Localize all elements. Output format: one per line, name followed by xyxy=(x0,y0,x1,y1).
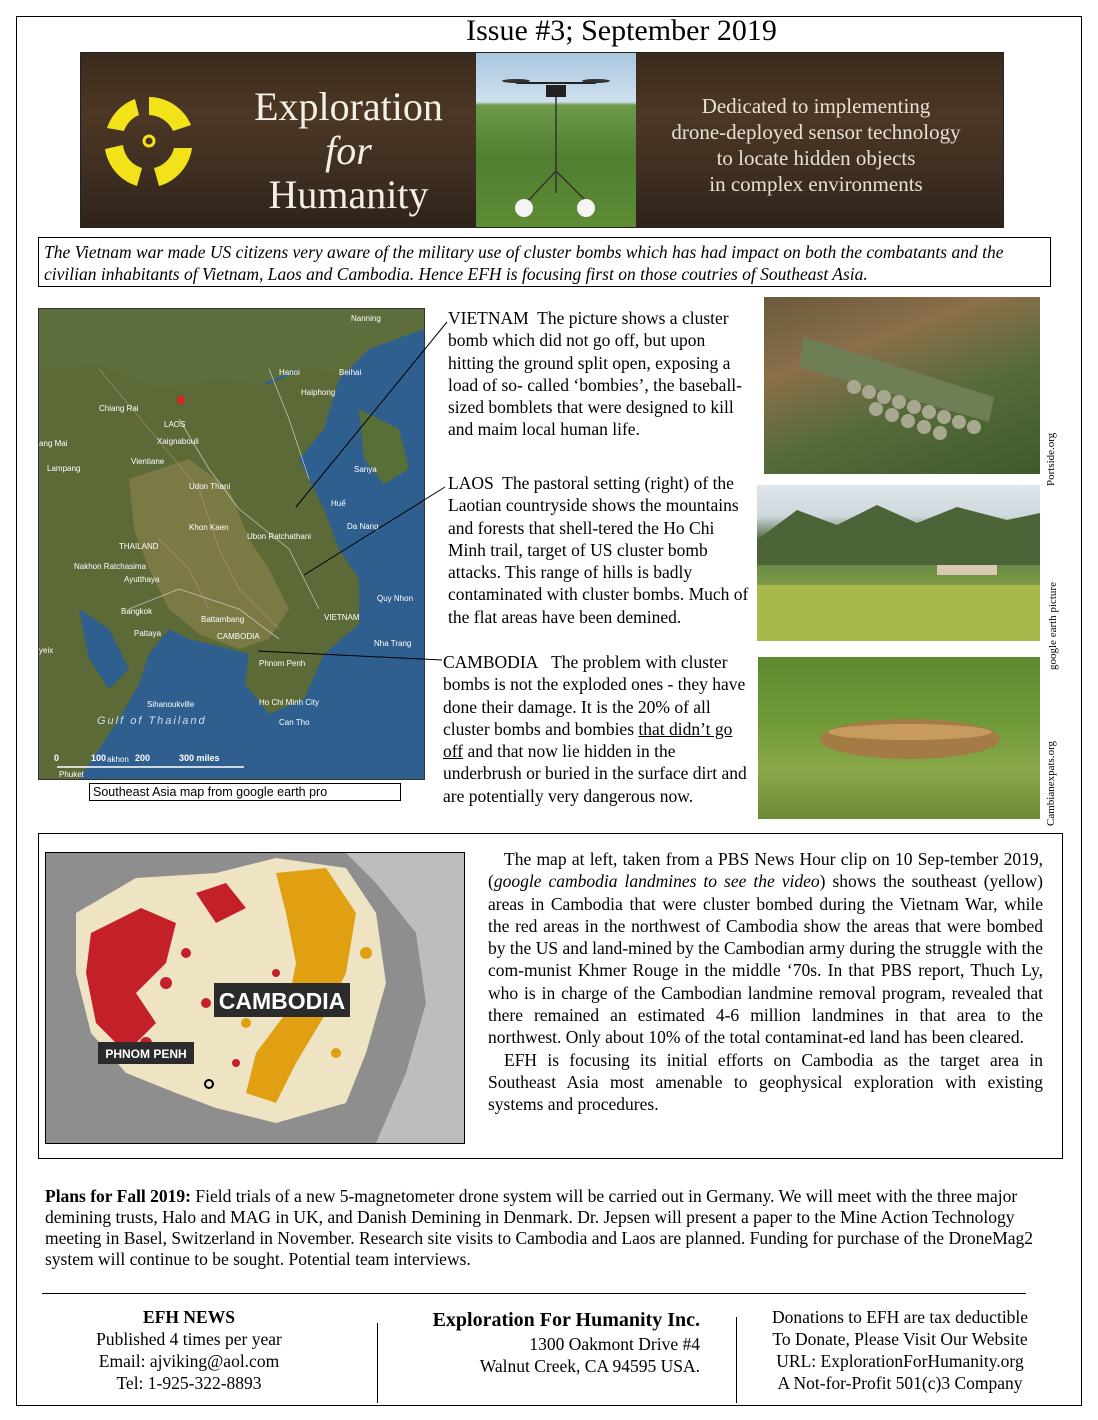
map-label: VIETNAM xyxy=(324,613,360,622)
map-label: Can Tho xyxy=(279,718,310,727)
footer-divider xyxy=(377,1323,378,1403)
map-label: Da Nang xyxy=(347,522,379,531)
map-label: Hanoi xyxy=(279,368,300,377)
footer-line: To Donate, Please Visit Our Website xyxy=(772,1329,1028,1349)
map-label: Battambang xyxy=(201,615,245,624)
plans-label: Plans for Fall 2019: xyxy=(45,1186,191,1206)
pbs-paragraph-2: EFH is focusing its initial efforts on Cambodia as the target area in Southeast Asia most amenable to geophysical exploration with existing systems and procedures. xyxy=(488,1049,1043,1115)
map-label: ang Mai xyxy=(39,439,68,448)
cluster-bomb-photo xyxy=(764,297,1040,474)
pbs-italic: google cambodia landmines to see the video xyxy=(493,871,820,892)
photo-credit: Cambianexpats.org xyxy=(1045,740,1057,826)
map-label: Udon Thani xyxy=(189,482,231,491)
footer-news-title: EFH NEWS xyxy=(143,1307,235,1327)
map-label: Khon Kaen xyxy=(189,523,229,532)
map-label: Ubon Ratchathani xyxy=(247,532,312,541)
tagline-line: in complex environments xyxy=(709,172,923,196)
map-label: Nakhon Ratchasima xyxy=(74,562,147,571)
map-scale-label: 300 miles xyxy=(179,753,220,763)
cambodia-text xyxy=(443,651,753,807)
footer-left xyxy=(64,1306,314,1394)
banner-title-line1: Exploration xyxy=(254,84,443,129)
footer-url: URL: ExplorationForHumanity.org xyxy=(776,1351,1024,1371)
vietnam-body: The picture shows a cluster bomb which did not go off, but upon hitting the ground split open, exposing a load of so- called ‘bombies’, the baseball-sized bomblets that were designed to kill and maim local human life. xyxy=(448,308,742,440)
map-label: Gulf of Thailand xyxy=(97,715,207,727)
map-label: Vientiane xyxy=(131,457,165,466)
map-label: Lampang xyxy=(47,464,81,473)
footer-line: A Not-for-Profit 501(c)3 Company xyxy=(777,1373,1023,1393)
map-label: Bangkok xyxy=(121,607,153,616)
tagline-line: to locate hidden objects xyxy=(716,146,916,170)
footer-center xyxy=(388,1308,700,1377)
vietnam-heading: VIETNAM xyxy=(448,308,529,328)
banner-title-line2: for xyxy=(325,128,372,173)
map-label: THAILAND xyxy=(119,542,159,551)
map-label: Xaignabouli xyxy=(157,437,199,446)
banner-title-line3: Humanity xyxy=(268,172,429,217)
cambodia-heading: CAMBODIA xyxy=(443,652,539,672)
map-label: CAMBODIA xyxy=(217,632,260,641)
footer-phone: Tel: 1-925-322-8893 xyxy=(116,1373,262,1393)
footer-line: Published 4 times per year xyxy=(96,1329,282,1349)
map-label: Beihai xyxy=(339,368,362,377)
map-caption: Southeast Asia map from google earth pro xyxy=(89,783,401,801)
map-scale-label: 200 xyxy=(135,753,151,763)
cambodia-body: The problem with cluster bombs is not the exploded ones - they have done their damage. It is the 20% of all cluster bombs and bombies xyxy=(443,652,746,739)
footer-email: Email: ajviking@aol.com xyxy=(98,1351,280,1371)
laos-text xyxy=(448,472,753,628)
tagline-line: drone-deployed sensor technology xyxy=(671,120,961,144)
tagline-line: Dedicated to implementing xyxy=(701,94,931,118)
map-label: Ho Chi Minh City xyxy=(259,698,320,707)
map-scale-label: 100 xyxy=(91,753,107,763)
map-label: Haiphong xyxy=(301,388,336,397)
photo-credit: Portside.org xyxy=(1045,432,1057,486)
issue-heading: Issue #3; September 2019 xyxy=(466,14,777,47)
map2-country-label: CAMBODIA xyxy=(218,988,346,1014)
map-label: Quy Nhon xyxy=(377,594,414,603)
cambodia-underlined: that didn’t go off xyxy=(443,718,733,762)
map-label: Nha Trang xyxy=(374,639,412,648)
map2-city-label: PHNOM PENH xyxy=(105,1047,187,1061)
laos-body: The pastoral setting (right) of the Laotian countryside shows the mountains and forests that shell-tered the Ho Chi Minh trail, target of US cluster bomb attacks. This range of hills is badly contaminated with cluster bombs. Much of the flat areas have been demined. xyxy=(448,473,749,627)
vietnam-text xyxy=(448,307,748,441)
unexploded-bomb-photo xyxy=(758,657,1040,819)
footer-line: Donations to EFH are tax deductible xyxy=(771,1307,1029,1327)
map-label: Ayutthaya xyxy=(124,575,160,584)
footer-divider xyxy=(736,1317,737,1403)
map-label: yeix xyxy=(39,646,54,655)
map-label: Chiang Rai xyxy=(99,404,139,413)
laos-countryside-photo xyxy=(757,485,1040,641)
cambodia-landmine-map xyxy=(45,852,465,1144)
footer-address: Walnut Creek, CA 94595 USA. xyxy=(479,1356,700,1376)
cambodia-body-end: and that now lie hidden in the underbrush or buried in the surface dirt and are potentially very dangerous now. xyxy=(443,741,747,806)
map-label: LAOS xyxy=(164,420,186,429)
map-label: Sihanoukville xyxy=(147,700,195,709)
map-label: Phnom Penh xyxy=(259,659,306,668)
plans-paragraph xyxy=(45,1186,1055,1270)
map-label: Phuket xyxy=(59,770,84,779)
pbs-text-b: ) shows the southeast (yellow) areas in Cambodia that were cluster bombed during the Vietnam War, while the red areas in the northwest of Cambodia show the areas that were bombed by the US and land-mined by the Cambodian army during the struggle with the com-munist Khmer Rouge in the middle ‘70s. In that PBS report, Thuch Ly, who is in charge of the Cambodian landmine removal program, revealed that there remained an estimated 4-6 million landmines in that area to the northwest. Only about 10% of the total contaminat-ed land has been cleared. xyxy=(488,871,1043,1048)
pbs-text xyxy=(488,848,1043,1116)
map-label: akhon xyxy=(107,755,129,764)
pbs-paragraph-1 xyxy=(488,848,1043,1049)
footer-rule xyxy=(42,1293,1026,1294)
map-label: Nanning xyxy=(351,314,381,323)
pbs-text-a: The map at left, taken from a PBS News Hour clip on 10 Sep-tember 2019, ( xyxy=(488,849,1043,892)
plans-text: Field trials of a new 5-magnetometer drone system will be carried out in Germany. We will meet with the three major demining trusts, Halo and MAG in UK, and Danish Demining in Denmark. Dr. Jepsen will present a paper to the Mine Action Technology meeting in Basel, Switzerland in November. Research site visits to Cambodia and Laos are planned. Funding for purchase of the DroneMag2 system will continue to be sought. Potential team interviews. xyxy=(45,1186,1034,1269)
map-label: Sanya xyxy=(354,465,377,474)
map-scale-label: 0 xyxy=(54,753,60,763)
footer-org-title: Exploration For Humanity Inc. xyxy=(432,1309,700,1331)
intro-box: The Vietnam war made US citizens very aware of the military use of cluster bombs which has had impact on both the combatants and the civilian inhabitants of Vietnam, Laos and Cambodia. Hence EFH is focusing first on those coutries of Southeast Asia. xyxy=(38,237,1051,287)
laos-heading: LAOS xyxy=(448,473,494,493)
map-label: Huế xyxy=(331,499,346,508)
photo-credit: google earth picture xyxy=(1047,582,1059,670)
map-label: Pattaya xyxy=(134,629,162,638)
footer-right xyxy=(742,1306,1058,1394)
footer-address: 1300 Oakmont Drive #4 xyxy=(529,1334,700,1354)
